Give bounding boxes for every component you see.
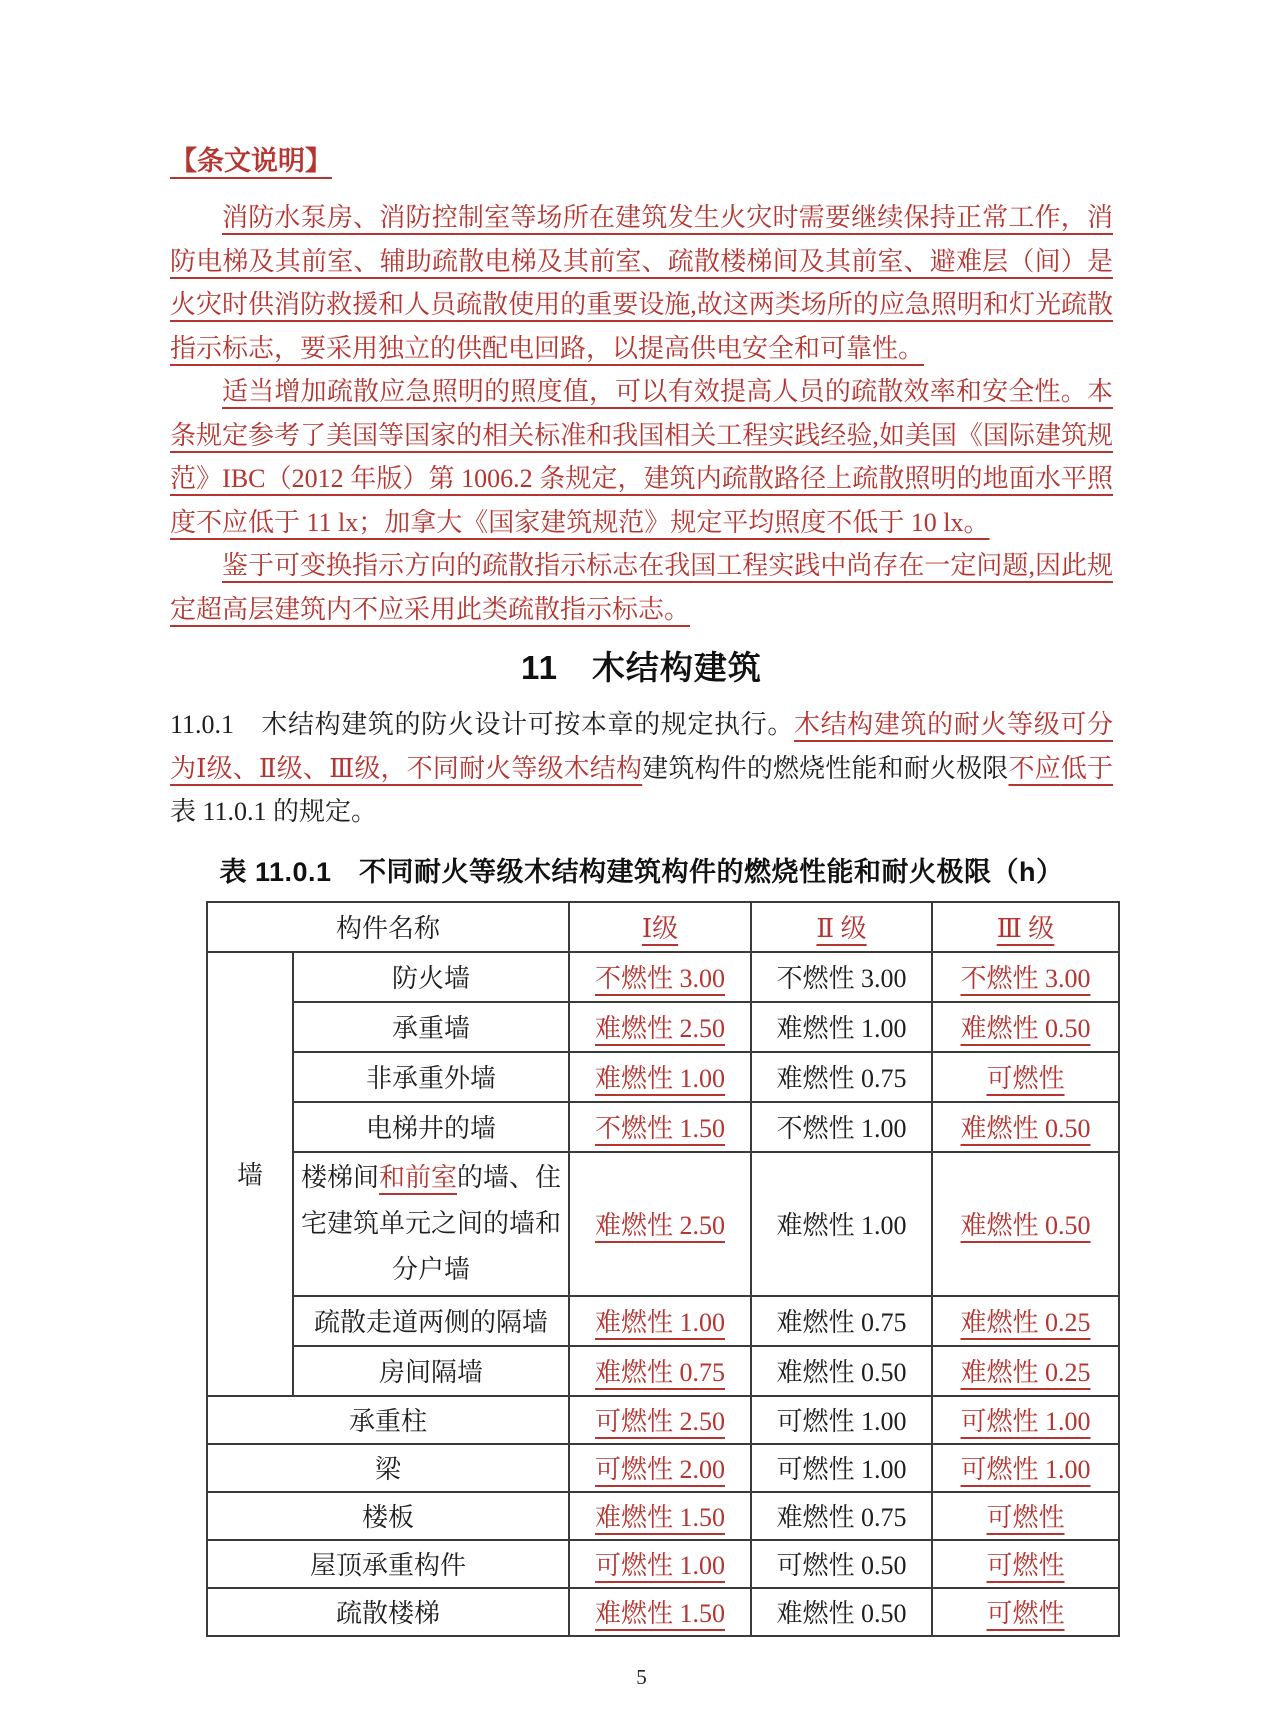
text-segment: 承重墙 — [392, 1014, 471, 1043]
rating-value: 难燃性 0.75 — [776, 1503, 907, 1532]
component-name-cell — [293, 1002, 569, 1052]
page-number: 5 — [636, 1664, 647, 1689]
rating-value: 可燃性 1.00 — [776, 1455, 907, 1484]
commentary-label-row — [170, 140, 1113, 196]
commentary-paragraph — [170, 544, 1113, 631]
rating-value: 可燃性 1.00 — [776, 1407, 907, 1436]
value-cell-grade-3 — [932, 1102, 1119, 1152]
value-cell-grade-2 — [751, 1152, 932, 1296]
value-cell-grade-3 — [932, 1296, 1119, 1346]
table-row — [207, 1346, 1119, 1396]
text-segment: 木结构建筑的耐火等级可分为Ⅰ级、Ⅱ级、Ⅲ级，不同耐火等级木结构 — [170, 710, 1113, 783]
text-segment: 承重柱 — [349, 1407, 428, 1436]
rating-value: 可燃性 1.00 — [960, 1455, 1091, 1484]
rating-value: 难燃性 0.50 — [776, 1358, 907, 1387]
table-row — [207, 1492, 1119, 1540]
table-caption: 表 11.0.1 不同耐火等级木结构建筑构件的燃烧性能和耐火极限（h） — [219, 856, 1064, 887]
header-grade-1: Ⅰ级 — [569, 902, 751, 952]
rating-value: 难燃性 0.50 — [776, 1599, 907, 1628]
text-segment: 楼板 — [362, 1503, 415, 1532]
component-name-cell — [293, 1296, 569, 1346]
commentary-label: 【条文说明】 — [170, 146, 332, 176]
component-name-cell — [207, 1588, 569, 1636]
table-row — [207, 1102, 1119, 1152]
value-cell-grade-3 — [932, 1492, 1119, 1540]
value-cell-grade-2 — [751, 1492, 932, 1540]
value-cell-grade-3 — [932, 1152, 1119, 1296]
table-header-row — [207, 902, 1119, 952]
value-cell-grade-3 — [932, 1396, 1119, 1444]
value-cell-grade-2 — [751, 952, 932, 1002]
text-segment: 楼梯间 — [300, 1162, 379, 1192]
rating-value: 难燃性 0.50 — [960, 1211, 1091, 1240]
rating-value: 难燃性 1.00 — [595, 1064, 726, 1093]
component-name-cell — [293, 952, 569, 1002]
component-name-cell — [207, 1492, 569, 1540]
rating-value: 不燃性 3.00 — [595, 964, 726, 993]
text-segment: 梁 — [375, 1455, 402, 1484]
value-cell-grade-3 — [932, 1540, 1119, 1588]
rating-value: 可燃性 — [986, 1599, 1065, 1628]
text-segment: 电梯井的墙 — [366, 1114, 497, 1143]
value-cell-grade-1 — [569, 1588, 751, 1636]
rating-value: 难燃性 1.00 — [776, 1211, 907, 1240]
value-cell-grade-2 — [751, 1588, 932, 1636]
rating-value: 难燃性 0.75 — [776, 1308, 907, 1337]
value-cell-grade-2 — [751, 1296, 932, 1346]
value-cell-grade-3 — [932, 952, 1119, 1002]
rating-value: 难燃性 0.25 — [960, 1358, 1091, 1387]
text-segment: 防火墙 — [392, 964, 471, 993]
value-cell-grade-1 — [569, 1052, 751, 1102]
text-segment: 鉴于可变换指示方向的疏散指示标志在我国工程实践中尚存在一定问题,因此规定超高层建筑内不应采用此类疏散指示标志。 — [170, 551, 1113, 624]
wall-group-cell: 墙 — [207, 952, 293, 1396]
table-row — [207, 1152, 1119, 1296]
component-name-cell — [207, 1540, 569, 1588]
rating-value: 可燃性 2.50 — [595, 1407, 726, 1436]
value-cell-grade-1 — [569, 952, 751, 1002]
component-name-cell — [293, 1152, 569, 1296]
value-cell-grade-3 — [932, 1002, 1119, 1052]
rating-value: 难燃性 1.50 — [595, 1599, 726, 1628]
fire-resistance-table — [206, 901, 1120, 1637]
value-cell-grade-2 — [751, 1052, 932, 1102]
rating-value: 难燃性 1.50 — [595, 1503, 726, 1532]
text-segment: 非承重外墙 — [366, 1064, 497, 1093]
rating-value: 难燃性 2.50 — [595, 1014, 726, 1043]
clause-paragraph — [170, 703, 1113, 834]
value-cell-grade-2 — [751, 1396, 932, 1444]
text-segment: 和前室 — [379, 1162, 458, 1192]
value-cell-grade-3 — [932, 1588, 1119, 1636]
table-row — [207, 1002, 1119, 1052]
rating-value: 不燃性 1.00 — [776, 1114, 907, 1143]
commentary-paragraph — [170, 196, 1113, 370]
value-cell-grade-1 — [569, 1540, 751, 1588]
value-cell-grade-2 — [751, 1444, 932, 1492]
text-segment: 建筑构件的燃烧性能和耐火极限 — [642, 753, 1009, 783]
header-grade-2: Ⅱ 级 — [751, 902, 932, 952]
commentary-paragraphs — [170, 196, 1113, 631]
component-name-cell — [293, 1052, 569, 1102]
value-cell-grade-3 — [932, 1444, 1119, 1492]
table-row — [207, 1396, 1119, 1444]
component-name-cell — [293, 1346, 569, 1396]
rating-value: 难燃性 0.75 — [595, 1358, 726, 1387]
value-cell-grade-1 — [569, 1002, 751, 1052]
rating-value: 不燃性 3.00 — [960, 964, 1091, 993]
component-name-cell — [207, 1396, 569, 1444]
clause-11-0-1 — [170, 703, 1113, 834]
rating-value: 可燃性 0.50 — [776, 1551, 907, 1580]
commentary-paragraph — [170, 370, 1113, 544]
value-cell-grade-1 — [569, 1492, 751, 1540]
rating-value: 可燃性 2.00 — [595, 1455, 726, 1484]
rating-value: 可燃性 — [986, 1503, 1065, 1532]
component-name-cell — [293, 1102, 569, 1152]
rating-value: 难燃性 0.25 — [960, 1308, 1091, 1337]
value-cell-grade-2 — [751, 1102, 932, 1152]
value-cell-grade-1 — [569, 1102, 751, 1152]
value-cell-grade-1 — [569, 1396, 751, 1444]
text-segment: 疏散走道两侧的隔墙 — [314, 1308, 549, 1337]
value-cell-grade-1 — [569, 1346, 751, 1396]
table-row — [207, 1296, 1119, 1346]
table-row — [207, 1540, 1119, 1588]
header-grade-3: Ⅲ 级 — [932, 902, 1119, 952]
chapter-heading: 11 木结构建筑 — [521, 649, 762, 686]
value-cell-grade-2 — [751, 1540, 932, 1588]
table-row — [207, 952, 1119, 1002]
rating-value: 可燃性 1.00 — [595, 1551, 726, 1580]
text-segment: 的墙、住宅建筑单元之间的墙和分户墙 — [301, 1162, 562, 1284]
rating-value: 难燃性 0.50 — [960, 1114, 1091, 1143]
text-segment: 疏散楼梯 — [336, 1599, 441, 1628]
value-cell-grade-2 — [751, 1346, 932, 1396]
rating-value: 难燃性 1.00 — [776, 1014, 907, 1043]
text-segment: 低于 — [1060, 753, 1113, 783]
value-cell-grade-2 — [751, 1002, 932, 1052]
rating-value: 难燃性 2.50 — [595, 1211, 726, 1240]
text-segment: 房间隔墙 — [379, 1358, 484, 1387]
component-name-cell — [207, 1444, 569, 1492]
text-segment: 屋顶承重构件 — [310, 1551, 467, 1580]
rating-value: 难燃性 1.00 — [595, 1308, 726, 1337]
text-segment: 适当增加疏散应急照明的照度值，可以有效提高人员的疏散效率和安全性。本条规定参考了美国等国家的相关标准和我国相关工程实践经验,如美国《国际建筑规范》IBC（2012 年版）第 1006.2 条规定，建筑内疏散路径上疏散照明的地面水平照度不应低于 11 lx；加拿大《国家建筑规范》规定平均照度不低于 10 lx。 — [170, 377, 1113, 537]
value-cell-grade-3 — [932, 1346, 1119, 1396]
table-row — [207, 1588, 1119, 1636]
text-segment: 不应 — [1008, 753, 1061, 783]
rating-value: 可燃性 — [986, 1064, 1065, 1093]
value-cell-grade-1 — [569, 1444, 751, 1492]
text-segment: 消防水泵房、消防控制室等场所在建筑发生火灾时需要继续保持正常工作，消防电梯及其前室、辅助疏散电梯及其前室、疏散楼梯间及其前室、避难层（间）是火灾时供消防救援和人员疏散使用的重要设施,故这两类场所的应急照明和灯光疏散指示标志，要采用独立的供配电回路，以提高供电安全和可靠性。 — [170, 203, 1113, 363]
text-segment: 11.0.1 木结构建筑的防火设计可按本章的规定执行。 — [170, 710, 794, 739]
table-row — [207, 1052, 1119, 1102]
rating-value: 不燃性 3.00 — [776, 964, 907, 993]
header-component-name: 构件名称 — [207, 902, 569, 952]
table-row — [207, 1444, 1119, 1492]
value-cell-grade-3 — [932, 1052, 1119, 1102]
value-cell-grade-1 — [569, 1296, 751, 1346]
rating-value: 难燃性 0.50 — [960, 1014, 1091, 1043]
rating-value: 可燃性 1.00 — [960, 1407, 1091, 1436]
text-segment: 表 11.0.1 的规定。 — [170, 797, 378, 826]
value-cell-grade-1 — [569, 1152, 751, 1296]
rating-value: 不燃性 1.50 — [595, 1114, 726, 1143]
rating-value: 难燃性 0.75 — [776, 1064, 907, 1093]
rating-value: 可燃性 — [986, 1551, 1065, 1580]
